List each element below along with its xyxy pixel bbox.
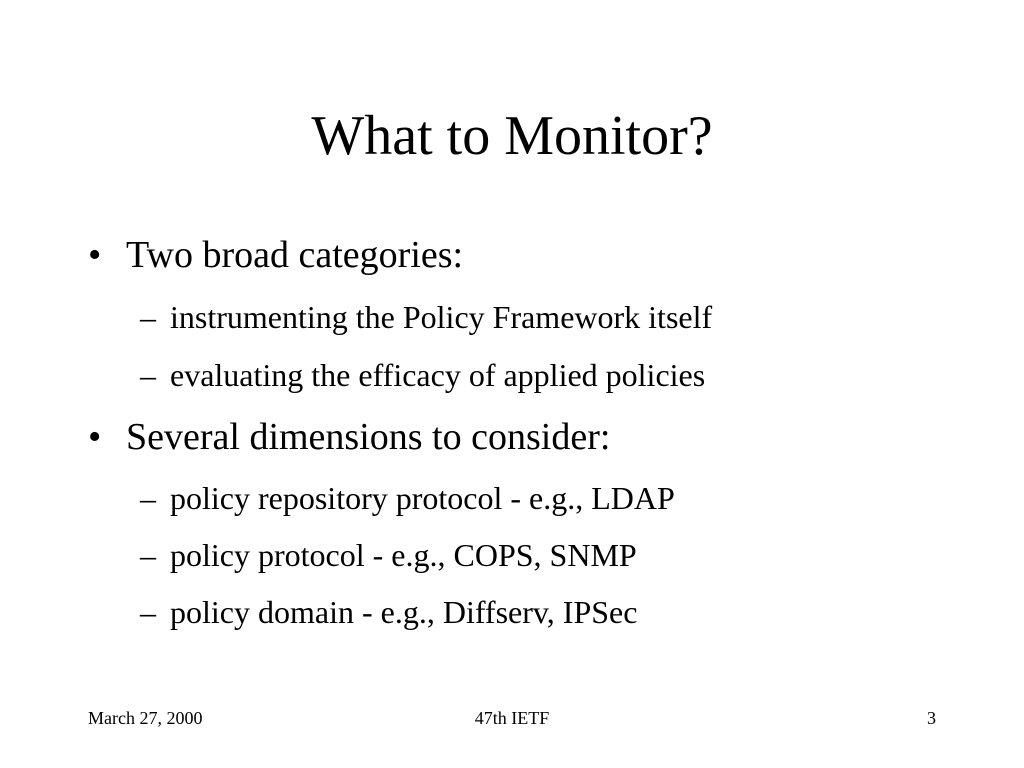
sub-bullet-marker: – [140, 594, 156, 630]
bullet-text: Several dimensions to consider: [126, 416, 611, 458]
sub-bullet-marker: – [140, 480, 156, 516]
bullet-marker: • [88, 234, 102, 276]
footer-date: March 27, 2000 [88, 708, 203, 728]
bullet-marker: • [88, 416, 102, 458]
sub-bullet-text: policy domain - e.g., Diffserv, IPSec [170, 594, 638, 630]
slide-title: What to Monitor? [311, 105, 713, 167]
footer-event: 47th IETF [474, 708, 550, 728]
bullet-text: Two broad categories: [126, 234, 464, 276]
sub-bullet-marker: – [140, 357, 156, 393]
sub-bullet-text: policy repository protocol - e.g., LDAP [170, 480, 675, 516]
sub-bullet-marker: – [140, 299, 156, 335]
page-number: 3 [927, 708, 936, 728]
sub-bullet-marker: – [140, 537, 156, 573]
sub-bullet-text: policy protocol - e.g., COPS, SNMP [170, 537, 637, 573]
sub-bullet-text: evaluating the efficacy of applied policies [170, 357, 706, 393]
sub-bullet-text: instrumenting the Policy Framework itself [170, 299, 713, 335]
